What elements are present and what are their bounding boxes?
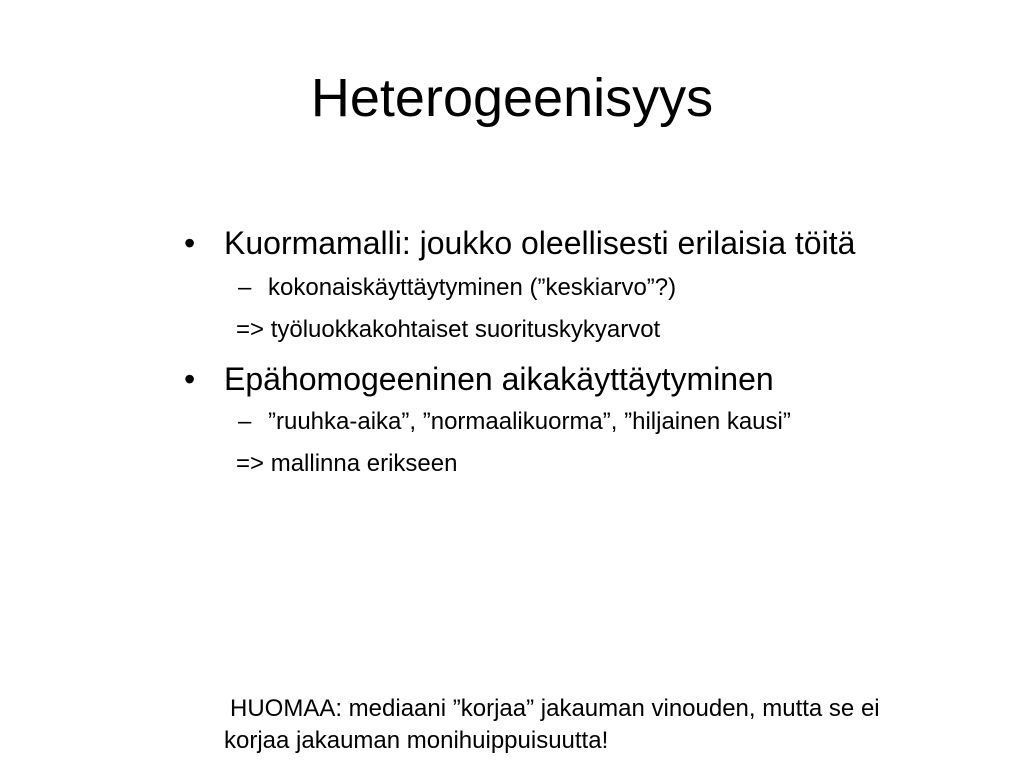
bullet-item-temporal-behavior bbox=[180, 360, 940, 398]
arrow-line: => mallinna erikseen bbox=[236, 450, 458, 477]
dash-icon: – bbox=[238, 408, 252, 435]
arrow-line: => työluokkakohtaiset suorituskykyarvot bbox=[236, 316, 661, 343]
sub-bullet-item bbox=[180, 406, 940, 438]
bullet-icon: • bbox=[184, 225, 196, 261]
bullet-item-workload-model bbox=[180, 224, 940, 262]
dash-icon: – bbox=[238, 274, 252, 301]
slide-title: Heterogeenisyys bbox=[310, 68, 714, 128]
bullet-list bbox=[180, 224, 940, 480]
sub-bullet-text: kokonaiskäyttäytyminen (”keskiarvo”?) bbox=[268, 274, 677, 301]
note-text: HUOMAA: mediaani ”korjaa” jakauman vinouden, mutta se ei korjaa jakauman monihuippuisuutta! bbox=[224, 695, 880, 754]
sub-bullet-text: ”ruuhka-aika”, ”normaalikuorma”, ”hiljainen kausi” bbox=[268, 408, 791, 435]
bullet-text: Epähomogeeninen aikakäyttäytyminen bbox=[224, 361, 774, 397]
sub-bullet-item bbox=[180, 272, 940, 304]
bullet-text: Kuormamalli: joukko oleellisesti erilaisia töitä bbox=[224, 225, 856, 261]
bullet-icon: • bbox=[184, 361, 196, 397]
